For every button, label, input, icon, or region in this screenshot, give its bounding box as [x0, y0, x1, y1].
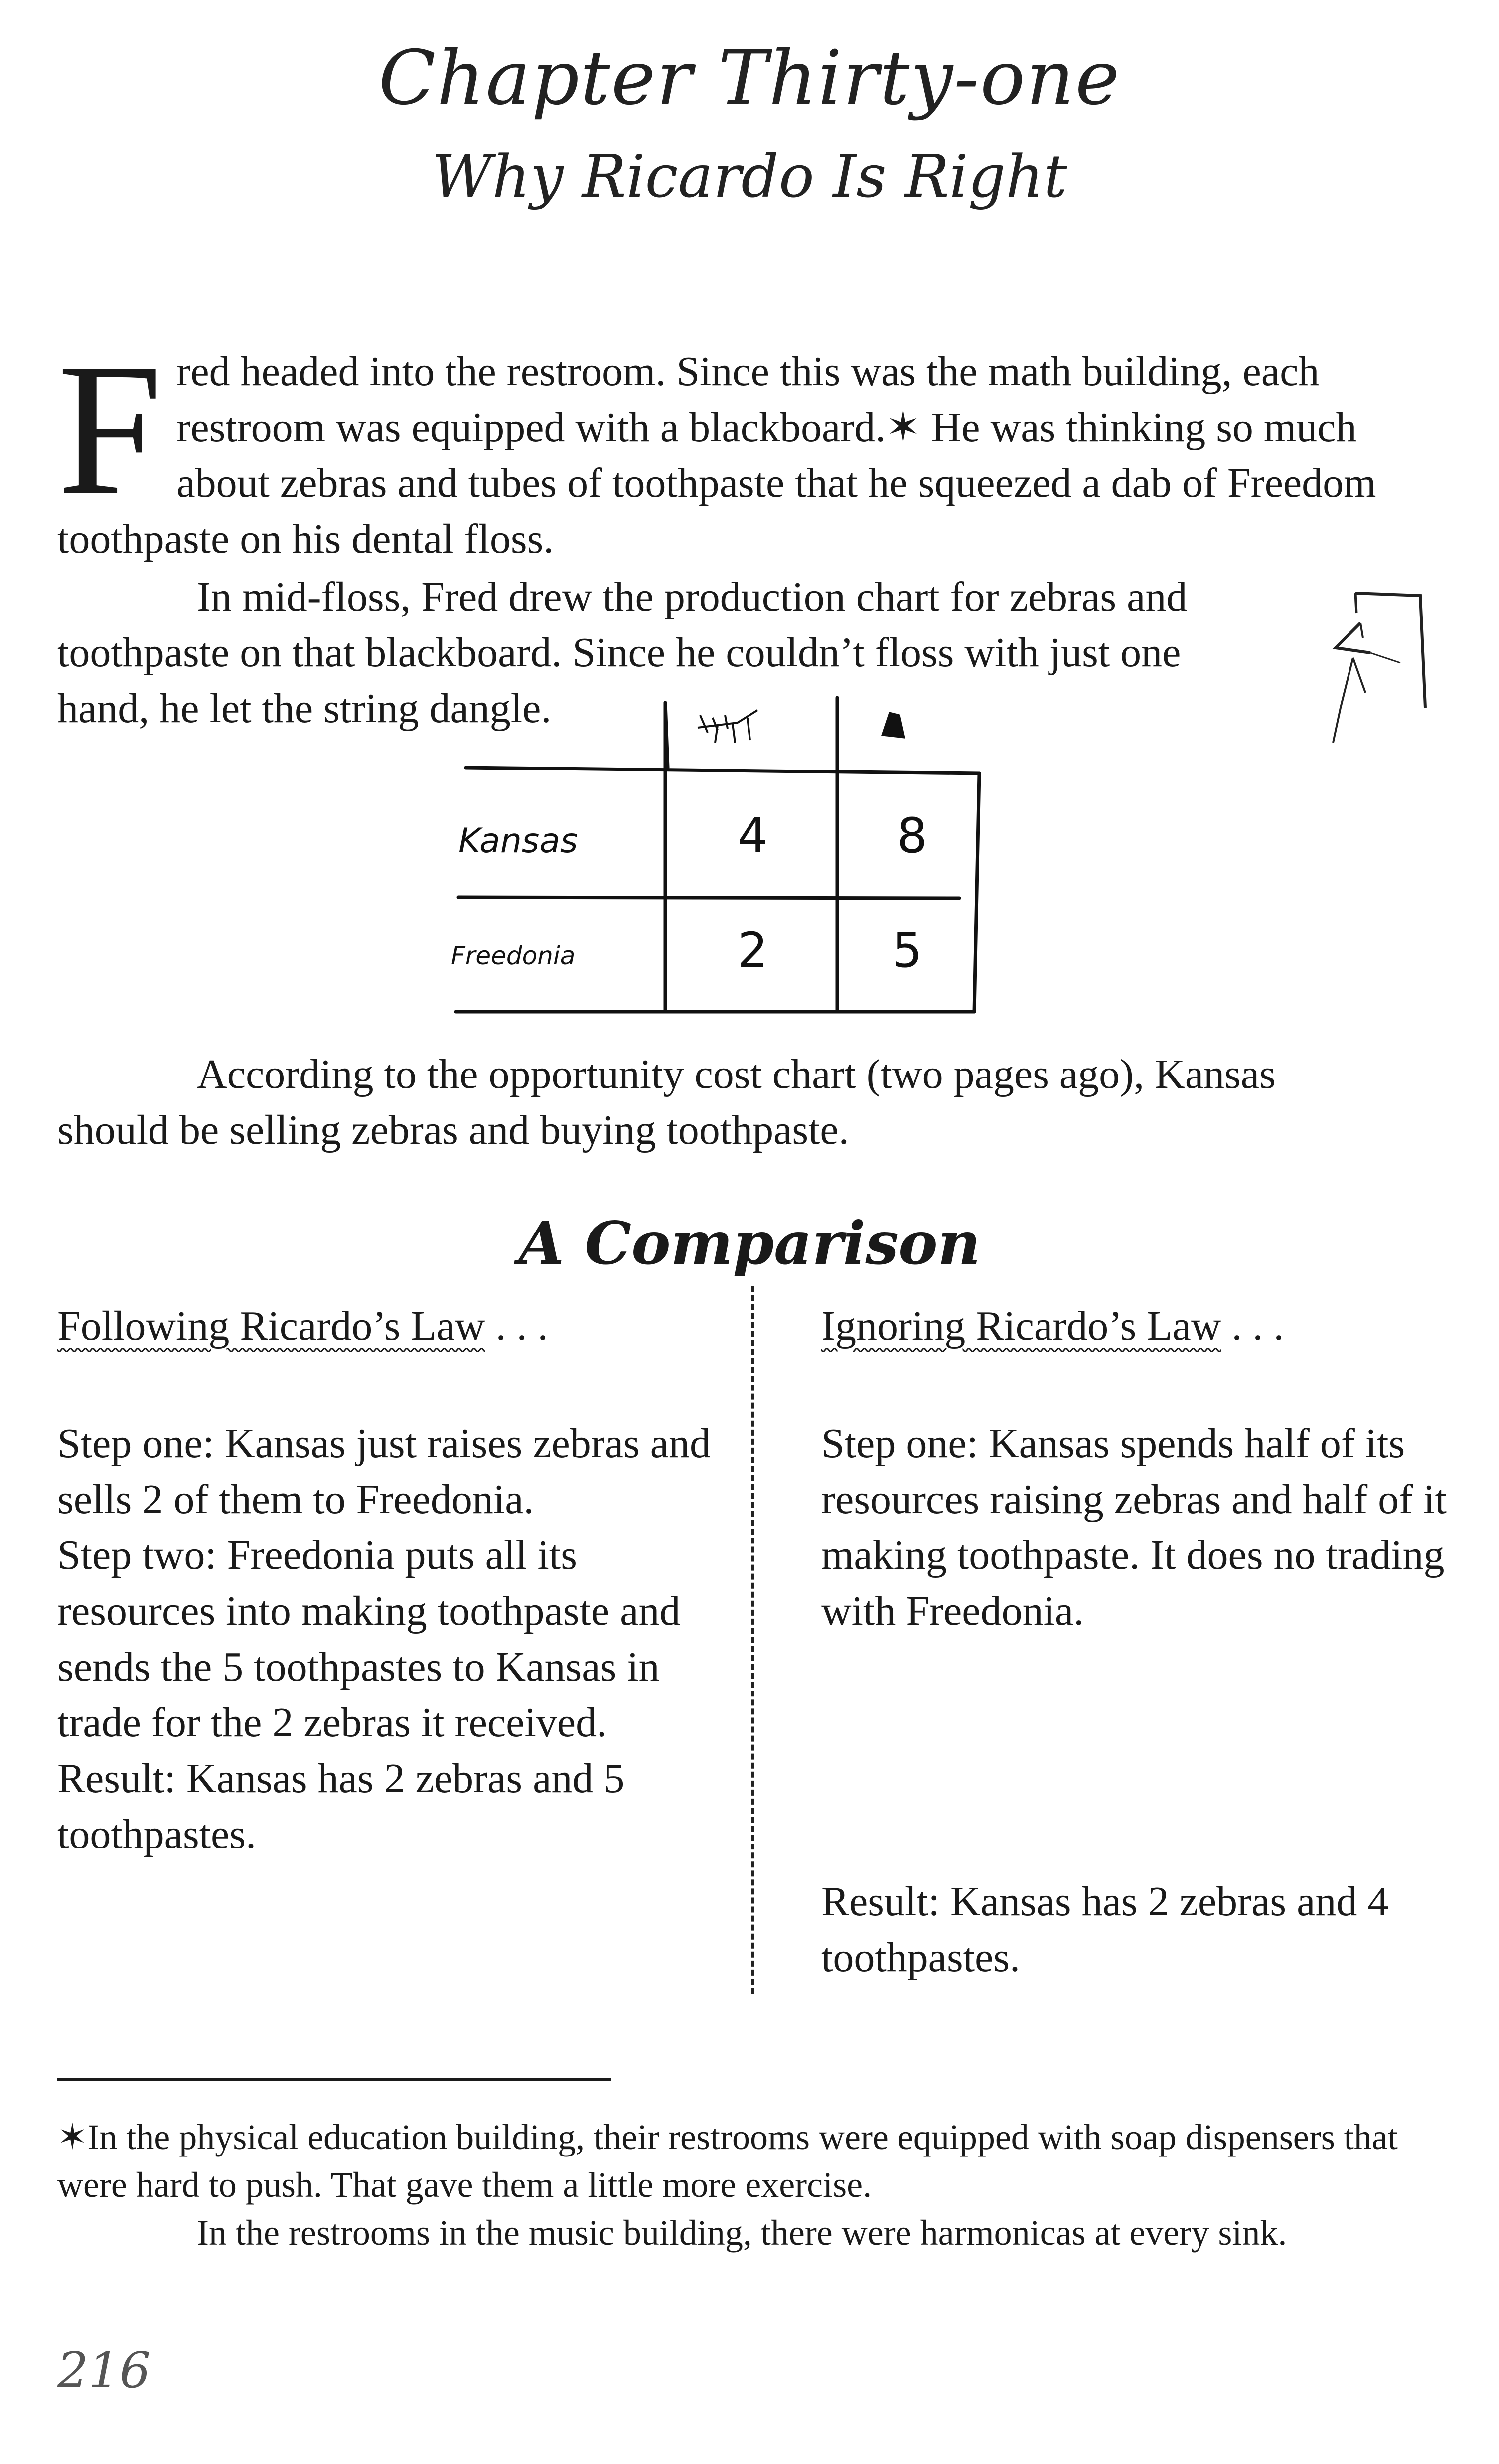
chart-rule [974, 773, 979, 1012]
chart-cell-freedonia-toothpaste: 5 [892, 923, 923, 978]
paragraph-line: According to the opportunity cost chart (two pages ago), Kansas [197, 1051, 1276, 1097]
floss-doodle [1326, 583, 1435, 753]
paragraph-line: toothpaste on that blackboard. Since he couldn’t floss with just one [57, 629, 1181, 676]
doodle-stroke [1355, 593, 1356, 613]
left-header-text: Following Ricardo’s Law [57, 1303, 485, 1349]
footnote-rule [57, 2078, 611, 2081]
left-step-one: Step one: Kansas just raises zebras and sells 2 of them to Freedonia. [57, 1420, 711, 1523]
comparison-left-column [57, 1298, 735, 1862]
paragraph-line: In mid-floss, Fred drew the production chart for zebras and [197, 574, 1188, 620]
chapter-subtitle: Why Ricardo Is Right [432, 142, 1067, 211]
paragraph-intro [57, 324, 1443, 567]
right-step-one: Step one: Kansas spends half of its resources raising zebras and half of it making toothpaste. It does no trading with Freedonia. [821, 1420, 1447, 1634]
left-step-two: Step two: Freedonia puts all its resources into making toothpaste and sends the 5 toothpastes to Kansas in trade for the 2 zebras it received. [57, 1532, 681, 1746]
chart-row-label-freedonia: Freedonia [451, 941, 576, 970]
footnote [57, 2113, 1453, 2257]
comparison-heading: A Comparison [518, 1209, 981, 1278]
paragraph-opportunity [57, 1047, 1443, 1158]
paragraph-line: hand, he let the string dangle. [57, 685, 552, 732]
doodle-stroke [1355, 593, 1425, 708]
drop-cap: F [57, 324, 163, 534]
right-header-ellipsis: . . . [1221, 1303, 1284, 1349]
chart-rule [458, 897, 959, 898]
toothpaste-icon [882, 713, 904, 738]
paragraph-intro-text: red headed into the restroom. Since this was the math building, each restroom was equipped with a blackboard.✶ He was thinking so much about zebras and tubes of toothpaste that he squeezed a dab of Freedom toothpaste on his dental floss. [57, 348, 1376, 562]
right-column-header [821, 1298, 1464, 1354]
zebra-icon [698, 710, 757, 743]
page-number: 216 [57, 2342, 151, 2399]
doodle-stroke [1353, 658, 1365, 693]
left-result: Result: Kansas has 2 zebras and 5 toothpastes. [57, 1755, 625, 1857]
comparison-right-column [821, 1298, 1464, 1981]
doodle-stroke [1360, 623, 1363, 638]
column-divider [751, 1286, 754, 1994]
chart-rule [665, 703, 668, 768]
chart-cell-kansas-toothpaste: 8 [897, 808, 928, 864]
right-header-text: Ignoring Ricardo’s Law [821, 1303, 1221, 1349]
chart-cell-freedonia-zebra: 2 [738, 923, 768, 978]
chart-cell-kansas-zebra: 4 [738, 808, 768, 864]
right-result: Result: Kansas has 2 zebras and 4 toothpastes. [821, 1878, 1389, 1981]
doodle-stroke [1333, 658, 1353, 743]
chart-row-label-kansas: Kansas [458, 821, 578, 861]
production-chart [439, 688, 997, 1027]
left-header-ellipsis: . . . [485, 1303, 548, 1349]
footnote-text-2: In the restrooms in the music building, there were harmonicas at every sink. [197, 2213, 1287, 2253]
footnote-text: ✶In the physical education building, their restrooms were equipped with soap dispensers that were hard to push. That gave them a little more exercise. [57, 2117, 1398, 2205]
chart-rule [466, 768, 979, 773]
left-column-header [57, 1298, 735, 1354]
doodle-stroke [1336, 623, 1370, 653]
doodle-stroke [1370, 653, 1400, 663]
paragraph-line: should be selling zebras and buying toothpaste. [57, 1107, 849, 1153]
chapter-title: Chapter Thirty-one [378, 35, 1121, 122]
